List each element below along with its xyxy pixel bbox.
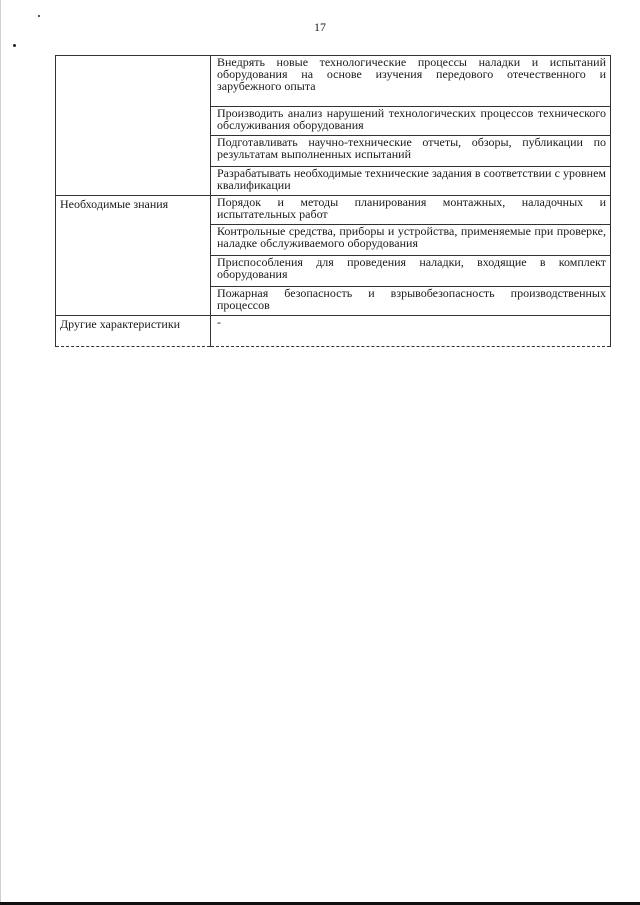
skill-item: Подготавливать научно-технические отчеты, обзоры, публикации по результатам выполненных испытаний — [217, 135, 606, 161]
skill-cell — [211, 56, 611, 107]
qualification-table — [55, 55, 611, 347]
knowledge-cell — [211, 225, 611, 256]
other-label: Другие характеристики — [60, 317, 181, 331]
skill-cell — [211, 107, 611, 136]
skill-cell — [211, 167, 611, 196]
knowledge-item: Порядок и методы планирования монтажных, наладочных и испытательных работ — [217, 195, 606, 221]
knowledge-cell — [211, 287, 611, 316]
knowledge-label: Необходимые знания — [60, 197, 169, 211]
other-value: - — [217, 315, 221, 329]
table-row — [56, 56, 611, 107]
other-value-cell — [211, 316, 611, 347]
page-number: 17 — [314, 20, 326, 34]
skill-cell — [211, 136, 611, 167]
table-row — [56, 316, 611, 347]
knowledge-item: Приспособления для проведения наладки, входящие в комплект оборудования — [217, 255, 606, 281]
scan-speck — [38, 15, 40, 17]
knowledge-item: Контрольные средства, приборы и устройства, применяемые при проверке, наладке обслуживаемого оборудования — [217, 224, 606, 250]
other-label-cell — [56, 316, 211, 347]
skills-label-cell — [56, 56, 211, 196]
skill-item: Производить анализ нарушений технологических процессов технического обслуживания оборудования — [217, 106, 606, 132]
knowledge-item: Пожарная безопасность и взрывобезопасность производственных процессов — [217, 286, 606, 312]
skill-item: Разрабатывать необходимые технические задания в соответствии с уровнем квалификации — [217, 166, 606, 192]
knowledge-cell — [211, 256, 611, 287]
knowledge-cell — [211, 196, 611, 225]
scan-speck — [13, 44, 16, 47]
table-row — [56, 196, 611, 225]
knowledge-label-cell — [56, 196, 211, 316]
scan-edge — [0, 0, 1, 905]
skill-item: Внедрять новые технологические процессы наладки и испытаний оборудования на основе изучения передового отечественного и зарубежного опыта — [217, 55, 606, 93]
